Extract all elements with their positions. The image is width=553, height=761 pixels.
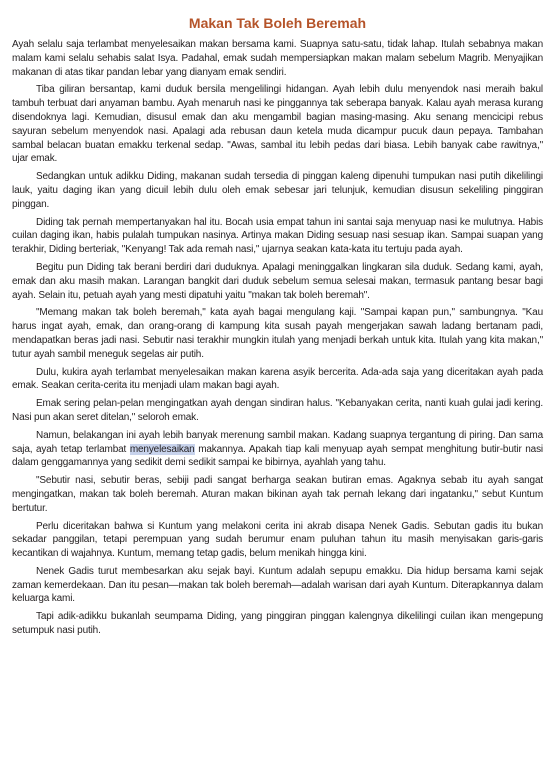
- highlighted-word[interactable]: menyelesaikan: [129, 443, 195, 455]
- paragraph-12: Nenek Gadis turut membesarkan aku sejak bayi. Kuntum adalah sepupu emakku. Dia hidup bersama kami sejak zaman kemerdekaan. Dan itu pesan—makan tak boleh beremah—adalah warisan dari ayah Kuntum. Diterapkannya dalam keluarga kami.: [12, 565, 543, 605]
- paragraph-1: Ayah selalu saja terlambat menyelesaikan makan bersama kami. Suapnya satu-satu, tidak lahap. Itulah sebabnya makan malam kami selalu sehabis salat Isya. Padahal, emak sudah mempersiapkan makan malam sebelum Magrib. Menyajikan makanan di atas tikar pandan lebar yang dianyam emak sendiri.: [12, 39, 543, 78]
- paragraph-10: "Sebutir nasi, sebutir beras, sebiji padi sangat berharga seakan butiran emas. Agaknya sebab itu ayah sangat mengingatkan, makan tak boleh beremah. Aturan makan bikinan ayah tak pernah lekang dari ingatanku," sebut Kuntum bertutur.: [12, 475, 543, 514]
- paragraph-9-before: Namun, belakangan ini ayah lebih banyak merenung sambil makan. Kadang suapnya tergantung di piring. Dan sama saja, ayah tetap terlambat: [12, 429, 543, 455]
- paragraph-4: Diding tak pernah mempertanyakan hal itu. Bocah usia empat tahun ini santai saja menyuap nasi ke mulutnya. Habis cuilan daging ikan, habis pulalah tumpukan nasinya. Artinya makan Diding sesuap nasi sesuap ikan. Sampai suapan yang terakhir, Diding berteriak, "Kenyang! Tak ada remah nasi," ujarnya seakan kata-kata itu tertuju pada ayah.: [12, 216, 543, 256]
- paragraph-5: Begitu pun Diding tak berani berdiri dari duduknya. Apalagi meninggalkan lingkaran sila duduk. Sedang kami, ayah, emak dan aku masih makan. Larangan bangkit dari duduk sebelum semua selesai makan, termasuk pantang besar bagi ayah. Selain itu, petuah ayah yang mesti dipatuhi yaitu "makan tak boleh beremah".: [12, 261, 543, 301]
- paragraph-8: Emak sering pelan-pelan mengingatkan ayah dengan sindiran halus. "Kebanyakan cerita, nanti kuah gulai jadi kering. Nasi pun akan seret ditelan," seloroh emak.: [12, 398, 543, 423]
- paragraph-7: Dulu, kukira ayah terlambat menyelesaikan makan karena asyik bercerita. Ada-ada saja yang diceritakan ayah pada emak. Seakan cerita-cerita itu menjadi ulam makan bagi ayah.: [12, 366, 543, 392]
- paragraph-13: Tapi adik-adikku bukanlah seumpama Diding, yang pinggiran pinggan kalengnya dikelilingi cuilan ikan mengepung setumpuk nasi putih.: [12, 611, 543, 637]
- paragraph-9: [12, 429, 543, 470]
- paragraph-3: Sedangkan untuk adikku Diding, makanan sudah tersedia di pinggan kaleng dipenuhi tumpukan nasi putih dikelilingi lauk, yaitu daging ikan yang dicuil lebih dulu oleh emak sebesar jari telunjuk, kemudian disusun sekeliling pinggiran pinggan.: [12, 171, 543, 210]
- story-title: Makan Tak Boleh Beremah: [188, 15, 367, 31]
- paragraph-6: "Memang makan tak boleh beremah," kata ayah bagai mengulang kaji. "Sampai kapan pun," sambungnya. "Kau harus ingat ayah, emak, dan orang-orang di kampung kita susah payah mengerjakan sawah ladang bertanam padi, mendapatkan beras jadi nasi. Sebutir nasi terakhir mungkin itulah yang menjadi berkah untuk kita. Itulah yang kita makan," tutur ayah sambil meneguk segelas air putih.: [12, 307, 543, 360]
- paragraph-2: Tiba giliran bersantap, kami duduk bersila mengelilingi hidangan. Ayah lebih dulu menyendok nasi meraih bakul tambuh terbuat dari anyaman bambu. Ayah menaruh nasi ke pinggannya tak seberapa banyak. Kalau ayah merasa kurang disendoknya lagi. Kemudian, disusul emak dan aku mengambil bagian masing-masing. Aku senang mencicipi rebus sayuran sebelum menyendok nasi. Apalagi ada rebusan daun ketela muda dicampur pucuk daun pepaya. Tambahan sambal belacan buatan emakku terkenal sedap. "Awas, sambal itu lebih pedas dari biasa. Lebih banyak cabe rawitnya," ujar emak.: [12, 84, 543, 165]
- paragraph-9-after: makannya. Apakah tiap kali menyuap ayah sempat menghitung butir-butir nasi dalam genggamannya yang sedikit demi sedikit sampai ke bibirnya, ayahlah yang tahu.: [12, 443, 543, 469]
- paragraph-11: Perlu diceritakan bahwa si Kuntum yang melakoni cerita ini akrab disapa Nenek Gadis. Sebutan gadis itu bukan sekadar panggilan, tetapi perempuan yang sudah berumur enam puluhan tahun itu masih menyisakan garis-garis kecantikan di wajahnya. Kuntum, memang tetap gadis, belum menikah hingga kini.: [12, 520, 543, 560]
